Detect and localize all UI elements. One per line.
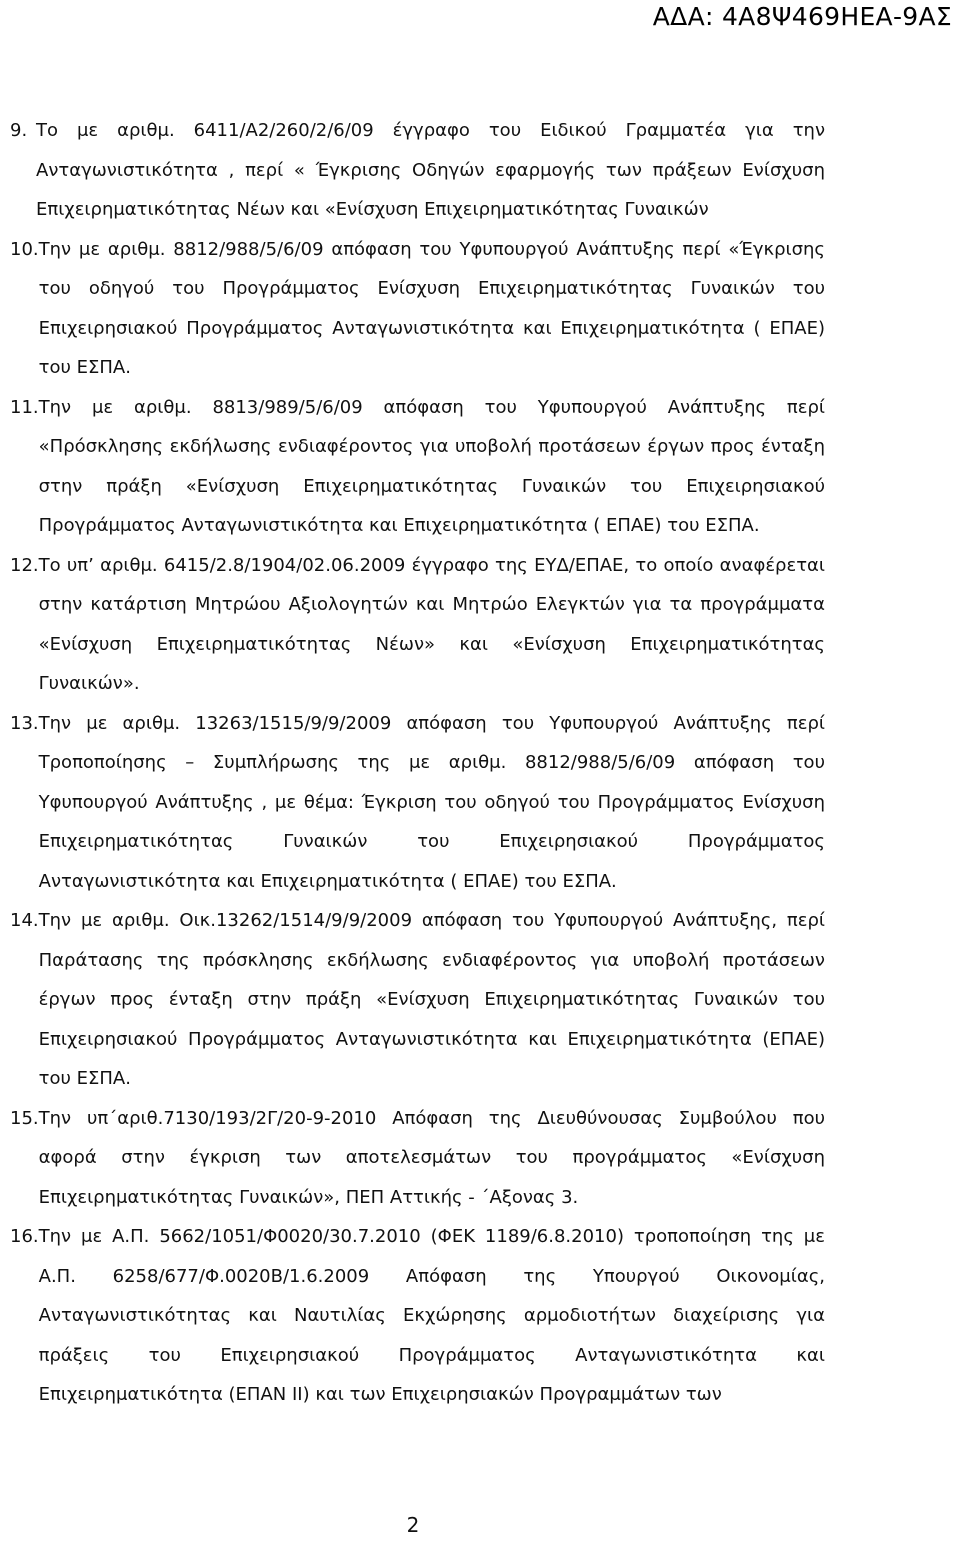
list-item [10,1217,825,1415]
list-item-text: Την με αριθμ. Οικ.13262/1514/9/9/2009 απόφαση του Υφυπουργού Ανάπτυξης, περί Παράτασης της πρόσκλησης εκδήλωσης ενδιαφέροντος για υποβολή προτάσεων έργων προς ένταξη στην πράξη «Ενίσχυση Επιχειρηματικότητας Γυναικών του Επιχειρησιακού Προγράμματος Ανταγωνιστικότητα και Επιχειρηματικότητα (ΕΠΑΕ) του ΕΣΠΑ. [38,910,825,1089]
list-item-number: 16. [10,1226,39,1247]
list-item-text: Την με αριθμ. 8813/989/5/6/09 απόφαση του Υφυπουργού Ανάπτυξης περί «Πρόσκλησης εκδήλωσης ενδιαφέροντος για υποβολή προτάσεων έργων προς ένταξη στην πράξη «Ενίσχυση Επιχειρηματικότητας Γυναικών του Επιχειρησιακού Προγράμματος Ανταγωνιστικότητα και Επιχειρηματικότητα ( ΕΠΑΕ) του ΕΣΠΑ. [38,396,825,536]
list-item [10,230,825,388]
list-item-text: Το υπ’ αριθμ. 6415/2.8/1904/02.06.2009 έγγραφο της ΕΥΔ/ΕΠΑΕ, το οποίο αναφέρεται στην κατάρτιση Μητρώου Αξιολογητών και Μητρώο Ελεγκτών για τα προγράμματα «Ενίσχυση Επιχειρηματικότητας Νέων» και «Ενίσχυση Επιχειρηματικότητας Γυναικών». [38,554,825,694]
list-item [10,901,825,1099]
list-item [10,1099,825,1218]
list-item [10,546,825,704]
list-item [10,111,825,230]
list-item-number: 14. [10,910,39,931]
list-item-number: 15. [10,1107,39,1129]
list-item-text: Το με αριθμ. 6411/Α2/260/2/6/09 έγγραφο του Ειδικού Γραμματέα για την Ανταγωνιστικότητα , περί « Έγκρισης Οδηγών εφαρμογής των πράξεων Ενίσχυση Επιχειρηματικότητας Νέων και «Ενίσχυση Επιχειρηματικότητας Γυναικών [36,120,825,220]
list-item-number: 12. [10,554,39,576]
list-item [10,388,825,546]
list-item [10,704,825,902]
list-item-text: Την με αριθμ. 13263/1515/9/9/2009 απόφαση του Υφυπουργού Ανάπτυξης περί Τροποποίησης – Συμπλήρωσης της με αριθμ. 8812/988/5/6/09 απόφαση του Υφυπουργού Ανάπτυξης , με θέμα: Έγκριση του οδηγού του Προγράμματος Ενίσχυση Επιχειρηματικότητας Γυναικών του Επιχειρησιακού Προγράμματος Ανταγωνιστικότητα και Επιχειρηματικότητα ( ΕΠΑΕ) του ΕΣΠΑ. [38,712,825,892]
list-item-number: 13. [10,712,39,734]
list-item-number: 9. [10,120,28,141]
list-item-text: Την με Α.Π. 5662/1051/Φ0020/30.7.2010 (ΦΕΚ 1189/6.8.2010) τροποποίηση της με Α.Π. 6258/677/Φ.0020Β/1.6.2009 Απόφαση της Υπουργού Οικονομίας, Ανταγωνιστικότητας και Ναυτιλίας Εκχώρησης αρμοδιοτήτων διαχείρισης για πράξεις του Επιχειρησιακού Προγράμματος Ανταγωνιστικότητα και Επιχειρηματικότητα (ΕΠΑΝ ΙΙ) και των Επιχειρησιακών Προγραμμάτων των [38,1226,825,1405]
document-ada-code: ΑΔΑ: 4Α8Ψ469ΗΕΑ-9ΑΣ [652,2,952,31]
list-item-text: Την με αριθμ. 8812/988/5/6/09 απόφαση του Υφυπουργού Ανάπτυξης περί «Έγκρισης του οδηγού του Προγράμματος Ενίσχυση Επιχειρηματικότητας Γυναικών του Επιχειρησιακού Προγράμματος Ανταγωνιστικότητα και Επιχειρηματικότητα ( ΕΠΑΕ) του ΕΣΠΑ. [38,238,825,378]
page-number: 2 [406,1513,420,1537]
numbered-references-list [10,111,825,1415]
list-item-text: Την υπ΄αριθ.7130/193/2Γ/20-9-2010 Απόφαση της Διευθύνουσας Συμβούλου που αφορά στην έγκριση των αποτελεσμάτων του προγράμματος «Ενίσχυση Επιχειρηματικότητας Γυναικών», ΠΕΠ Αττικής - ΄Αξονας 3. [38,1107,825,1208]
list-item-number: 10. [10,238,39,260]
list-item-number: 11. [10,396,39,418]
